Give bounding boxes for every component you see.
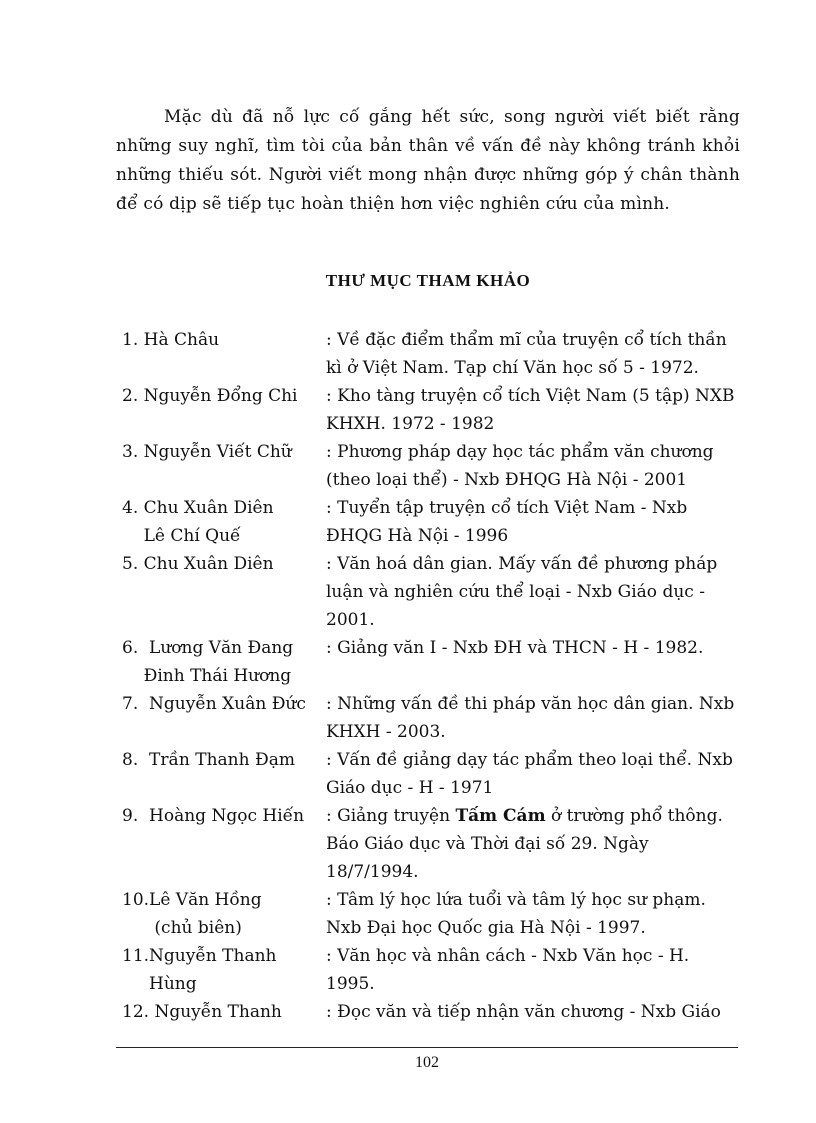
reference-description: : Tâm lý học lứa tuổi và tâm lý học sư phạm. Nxb Đại học Quốc gia Hà Nội - 1997. (326, 890, 706, 938)
footer-divider (116, 1047, 738, 1048)
reference-item (122, 438, 742, 494)
reference-author: 4. Chu Xuân Diên Lê Chí Quế (122, 498, 274, 546)
references-heading: THƯ MỤC THAM KHẢO (325, 271, 531, 290)
reference-item (122, 634, 742, 690)
page-number: 102 (415, 1054, 439, 1071)
reference-description: : Tuyển tập truyện cổ tích Việt Nam - Nxb ĐHQG Hà Nội - 1996 (326, 498, 688, 546)
reference-author: 11.Nguyễn Thanh Hùng (122, 946, 277, 994)
reference-description: : Đọc văn và tiếp nhận văn chương - Nxb Giáo (326, 1002, 721, 1022)
reference-description: : Phương pháp dạy học tác phẩm văn chương (theo loại thể) - Nxb ĐHQG Hà Nội - 2001 (326, 442, 714, 490)
reference-author: 8. Trần Thanh Đạm (122, 750, 295, 770)
reference-author: 1. Hà Châu (122, 330, 220, 350)
reference-description: : Giảng văn I - Nxb ĐH và THCN - H - 1982. (326, 638, 704, 658)
reference-description: : Những vấn đề thi pháp văn học dân gian. Nxb KHXH - 2003. (326, 694, 735, 742)
reference-description: : Văn học và nhân cách - Nxb Văn học - H. 1995. (326, 946, 690, 994)
intro-text: Mặc dù đã nỗ lực cố gắng hết sức, song người viết biết rằng những suy nghĩ, tìm tòi của bản thân về vấn đề này không tránh khỏi những thiếu sót. Người viết mong nhận được những góp ý chân thành để có dịp sẽ tiếp tục hoàn thiện hơn việc nghiên cứu của mình. (116, 107, 740, 214)
reference-item (122, 690, 742, 746)
reference-description: : Về đặc điểm thẩm mĩ của truyện cổ tích thần kì ở Việt Nam. Tạp chí Văn học số 5 - 1972. (326, 330, 727, 378)
reference-author: 6. Lương Văn Đang Đinh Thái Hương (122, 638, 294, 686)
reference-author: 7. Nguyễn Xuân Đức (122, 694, 306, 714)
reference-item (122, 998, 742, 1026)
desc-text-after: ở trường phổ thông. Báo Giáo dục và Thời đại số 29. Ngày 18/7/1994. (326, 806, 723, 882)
reference-item (122, 942, 742, 998)
reference-item (122, 494, 742, 550)
reference-author: 2. Nguyễn Đổng Chi (122, 386, 298, 406)
intro-paragraph (116, 103, 740, 219)
reference-item (122, 382, 742, 438)
reference-description: : Văn hoá dân gian. Mấy vấn đề phương pháp luận và nghiên cứu thể loại - Nxb Giáo dục - 2001. (326, 554, 718, 630)
reference-item (122, 886, 742, 942)
reference-item (122, 802, 742, 886)
reference-list (122, 326, 742, 1026)
desc-text-before: : Giảng truyện (326, 806, 456, 826)
reference-description: : Kho tàng truyện cổ tích Việt Nam (5 tập) NXB KHXH. 1972 - 1982 (326, 386, 735, 434)
reference-author: 10.Lê Văn Hồng (chủ biên) (122, 890, 262, 938)
bold-title: Tấm Cám (455, 806, 546, 826)
reference-item (122, 746, 742, 802)
reference-author: 3. Nguyễn Viết Chữ (122, 442, 292, 462)
reference-description (326, 802, 742, 886)
reference-item (122, 550, 742, 634)
reference-author: 9. Hoàng Ngọc Hiến (122, 806, 305, 826)
reference-description: : Vấn đề giảng dạy tác phẩm theo loại thể. Nxb Giáo dục - H - 1971 (326, 750, 733, 798)
reference-author: 5. Chu Xuân Diên (122, 554, 274, 574)
reference-author: 12. Nguyễn Thanh (122, 1002, 282, 1022)
reference-item (122, 326, 742, 382)
